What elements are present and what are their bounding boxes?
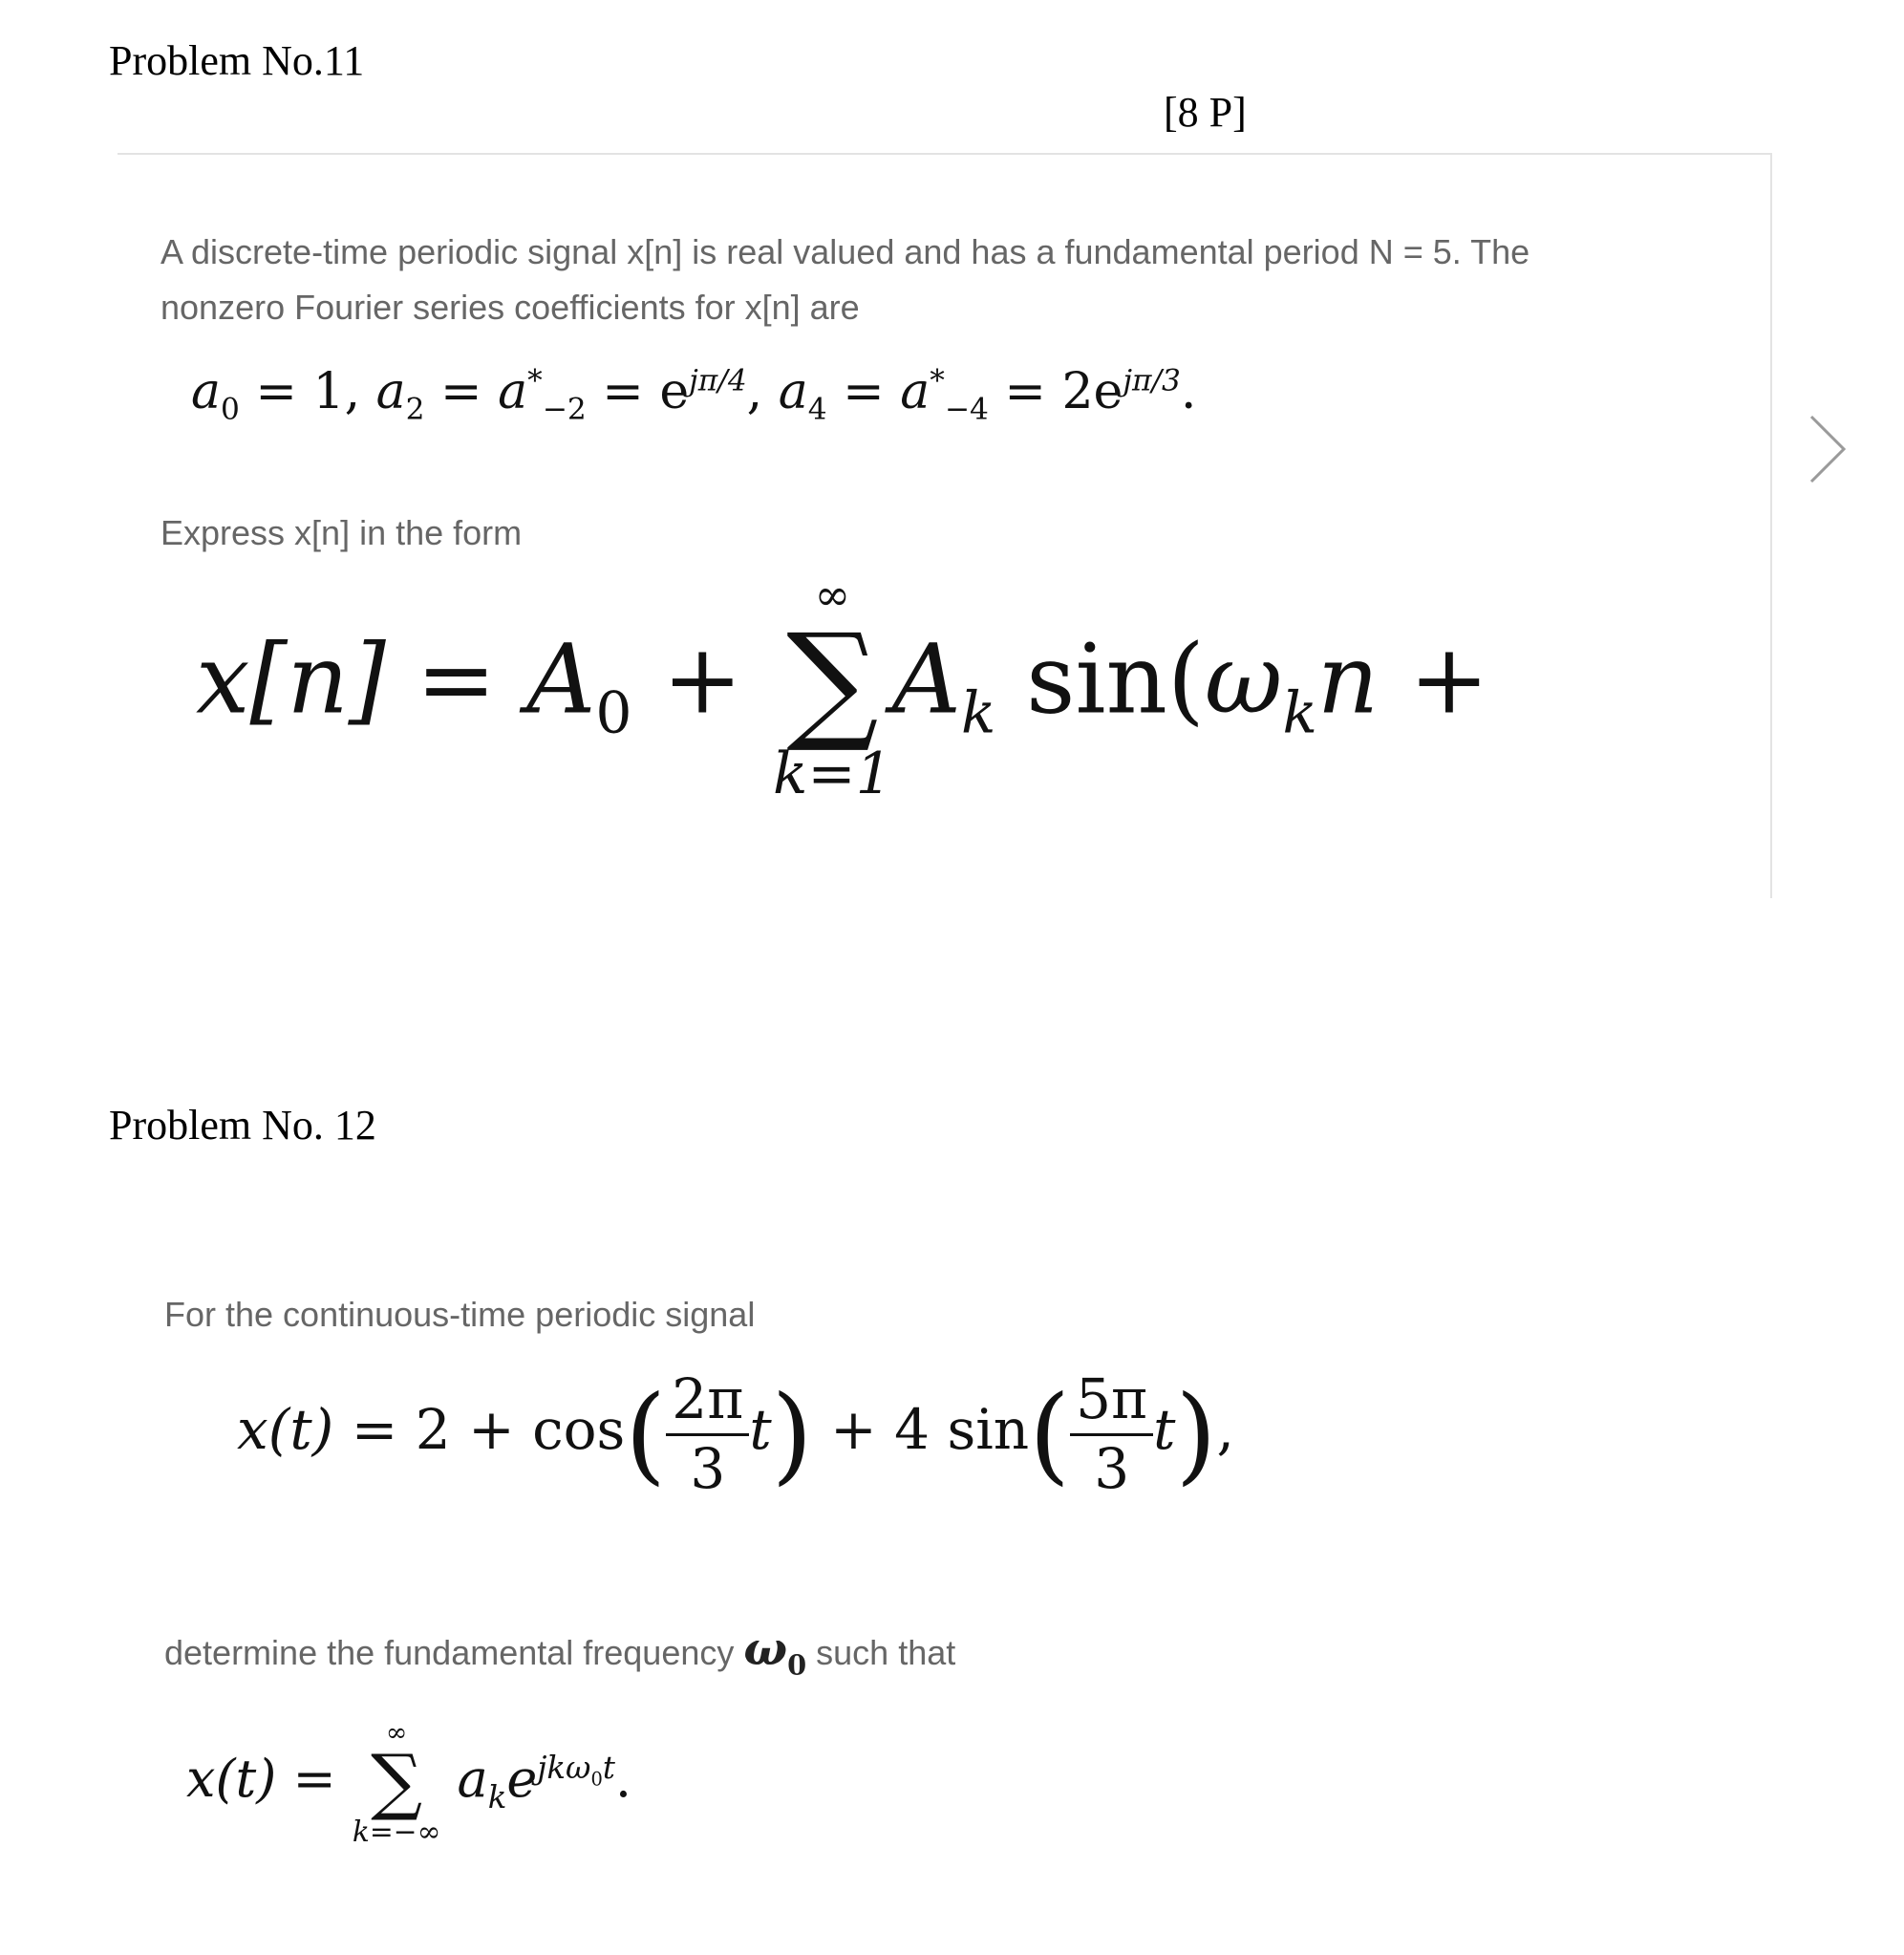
determine-sentence: determine the fundamental frequency $\omega_0$ such that <box>164 1622 956 1682</box>
problem-12-intro: For the continuous-time periodic signal <box>164 1295 756 1334</box>
target-form-equation: $x[n] = A_0$ + ∞ ∑ k=1 $A_k$ $\sin(\omega_kn$ + <box>196 569 1489 807</box>
signal-equation: x(t) = 2 + cos( $\frac{2\pi}{3}$ t) + 4 sin( $\frac{5\pi}{3}$ t), <box>237 1366 1234 1501</box>
problem-11-text-line-2: nonzero Fourier series coefficients for x[n] are <box>160 288 860 327</box>
coefficients-equation: $a_0 = 1$, $a_2 = a^*_{-2} = e^{j\pi/4}$, $a_4 = a^*_{-4} = 2e^{j\pi/3}$. <box>191 363 1197 427</box>
summation: ∞ ∑ k=1 <box>772 569 892 807</box>
fraction-5pi-over-3: $\frac{5\pi}{3}$ <box>1070 1366 1153 1502</box>
express-instruction: Express x[n] in the form <box>160 513 523 552</box>
summation: ∞ ∑ k=−∞ <box>352 1718 441 1849</box>
fraction-2pi-over-3: $\frac{2\pi}{3}$ <box>666 1366 749 1502</box>
fourier-series-equation: x(t) = ∞ ∑ k=−∞ $a_ke^{jk\omega_0t}$. <box>186 1718 632 1849</box>
problem-12-heading: Problem No. 12 <box>109 1102 376 1149</box>
omega-0-symbol: $\omega_0$ <box>743 1622 807 1682</box>
problem-11-heading: Problem No.11 <box>109 37 365 84</box>
points-label: [8 P] <box>1164 89 1247 136</box>
problem-11-text-line-1: A discrete-time periodic signal x[n] is real valued and has a fundamental period N = 5. The <box>160 232 1530 271</box>
chevron-right-icon[interactable] <box>1806 411 1850 487</box>
